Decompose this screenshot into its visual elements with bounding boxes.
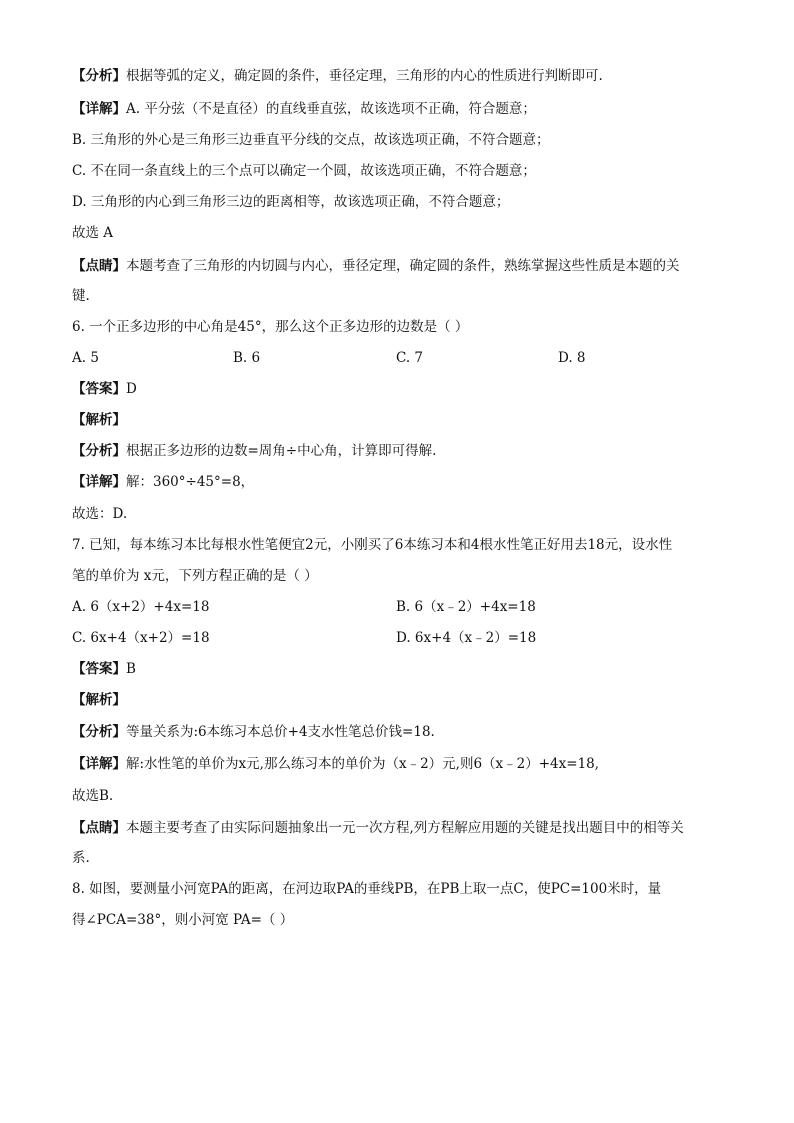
question-8-stem	[72, 879, 722, 899]
explanation-line	[72, 410, 722, 430]
line-text: C. 不在同一条直线上的三个点可以确定一个圆，故该选项正确，不符合题意；	[72, 163, 536, 179]
line-text: B. 三角形的外心是三角形三边垂直平分线的交点，故该选项正确，不符合题意；	[72, 132, 550, 148]
tag-label: 【详解】	[72, 474, 126, 490]
question-7-stem-cont	[72, 566, 722, 586]
tag-label: 【答案】	[72, 381, 126, 397]
option-b: B. 6	[233, 350, 261, 366]
text-line	[72, 786, 722, 806]
note-line	[72, 256, 722, 276]
option-b: B. 6（x﹣2）+4x=18	[396, 599, 536, 615]
line-text: 故选B.	[72, 788, 114, 804]
line-text: 笔的单价为 x元，下列方程正确的是（ ）	[72, 568, 318, 584]
tag-label: 【点睛】	[72, 820, 126, 836]
line-text: 8. 如图，要测量小河宽PA的距离，在河边取PA的垂线PB，在PB上取一点C，使PC=100米时，量	[72, 881, 662, 897]
text-line	[72, 504, 722, 524]
tag-label: 【详解】	[72, 756, 126, 772]
option-d: D. 6x+4（x﹣2）=18	[396, 630, 537, 646]
answer-line	[72, 379, 722, 399]
question-7-options-row	[72, 628, 722, 648]
line-text: 系.	[72, 850, 90, 866]
note-text: 本题考查了三角形的内切圆与内心，垂径定理，确定圆的条件，熟练掌握这些性质是本题的关	[126, 258, 680, 274]
analysis-line	[72, 722, 722, 742]
question-8-stem-cont	[72, 910, 722, 930]
detail-text: A. 平分弦（不是直径）的直线垂直弦，故该选项不正确，符合题意；	[126, 101, 536, 117]
tag-label: 【点睛】	[72, 258, 126, 274]
analysis-text: 根据正多边形的边数=周角÷中心角，计算即可得解.	[126, 443, 437, 459]
question-6-options	[72, 348, 722, 368]
tag-label: 【分析】	[72, 724, 126, 740]
option-d: D. 8	[558, 350, 586, 366]
option-c: C. 6x+4（x+2）=18	[72, 630, 210, 646]
line-text: 故选：D.	[72, 506, 128, 522]
detail-line	[72, 472, 722, 492]
text-line	[72, 161, 722, 181]
question-7-options-row	[72, 597, 722, 617]
tag-label: 【分析】	[72, 68, 126, 84]
answer-text: B	[126, 661, 136, 677]
note-line	[72, 818, 722, 838]
answer-line	[72, 659, 722, 679]
line-text: 6. 一个正多边形的中心角是45°，那么这个正多边形的边数是（ ）	[72, 319, 469, 335]
line-text: 键.	[72, 288, 90, 304]
analysis-line	[72, 66, 722, 86]
tag-label: 【解析】	[72, 412, 126, 428]
tag-label: 【解析】	[72, 692, 126, 708]
detail-line	[72, 754, 722, 774]
analysis-text: 等量关系为:6本练习本总价+4支水性笔总价钱=18.	[126, 724, 435, 740]
line-text: D. 三角形的内心到三角形三边的距离相等，故该选项正确，不符合题意；	[72, 194, 510, 210]
detail-line	[72, 99, 722, 119]
detail-text: 解:水性笔的单价为x元,那么练习本的单价为（x﹣2）元,则6（x﹣2）+4x=18,	[126, 756, 600, 772]
answer-text: D	[126, 381, 137, 397]
explanation-line	[72, 690, 722, 710]
line-text: 7. 已知，每本练习本比每根水性笔便宜2元，小刚买了6本练习本和4根水性笔正好用去18元，设水性	[72, 537, 673, 553]
text-line	[72, 286, 722, 306]
analysis-text: 根据等弧的定义，确定圆的条件，垂径定理，三角形的内心的性质进行判断即可.	[126, 68, 603, 84]
text-line	[72, 848, 722, 868]
option-a: A. 5	[72, 350, 99, 366]
option-a: A. 6（x+2）+4x=18	[72, 599, 210, 615]
tag-label: 【答案】	[72, 661, 126, 677]
tag-label: 【详解】	[72, 101, 126, 117]
question-7-stem	[72, 535, 722, 555]
text-line	[72, 130, 722, 150]
analysis-line	[72, 441, 722, 461]
text-line	[72, 192, 722, 212]
text-line	[72, 223, 722, 243]
tag-label: 【分析】	[72, 443, 126, 459]
question-6-stem	[72, 317, 722, 337]
line-text: 故选 A	[72, 225, 114, 241]
note-text: 本题主要考查了由实际问题抽象出一元一次方程,列方程解应用题的关键是找出题目中的相等关	[126, 820, 684, 836]
detail-text: 解：360°÷45°=8，	[126, 474, 255, 490]
line-text: 得∠PCA=38°，则小河宽 PA=（ ）	[72, 912, 294, 928]
option-c: C. 7	[396, 350, 424, 366]
